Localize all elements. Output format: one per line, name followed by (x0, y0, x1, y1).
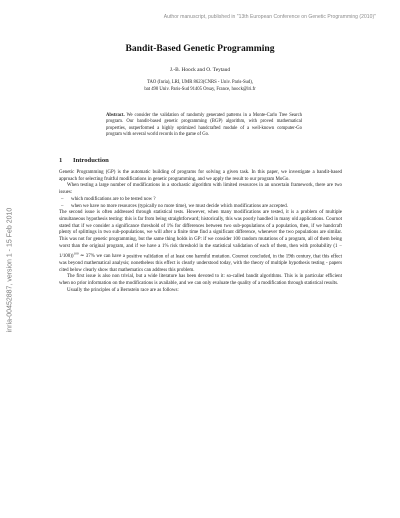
issues-list (59, 197, 342, 210)
abstract-text: We consider the validation of randomly generated patterns in a Monte-Carlo Tree Search program. Our bandit-based genetic programming (BGP) algorithm, with proved mathematical properties, outperformed a highly optimized handcrafted module of a well-known computer-Go program with several world records in the game of Go. (106, 113, 302, 138)
abstract-block (106, 113, 302, 139)
paragraph-1: Genetic Programming (GP) is the automatic building of programs for solving a given task. In this paper, we investigate a bandit-based approach for selecting fruitful modifications in genetic programming, and we apply the result to our program MoGo. (59, 170, 342, 182)
list-item: – when we have no more resources (typically no more time), we must decide which modifications are accepted. (61, 203, 288, 209)
probability-formula: (1 − 1/100))$^{100}$ ≃ 37% we can have a (59, 243, 342, 260)
list-item-text: when we have no more resources (typically no more time), we must decide which modifications are accepted. (71, 203, 288, 209)
paragraph-3-text-b: positive validation of at least one harmful mutation. Cournot concluded, in the 19th century, that this effect was beyond mathematical analysis; nonetheless this effect is clearly understood today, with the theory of multiple hypothesis testing - papers cited below clearly show that mathematics can address this problem. (59, 254, 342, 273)
paragraph-2: When testing a large number of modifications in a stochastic algorithm with limited resources in an uncertain framework, there are two issues: (59, 183, 342, 196)
paper-authors: J.-B. Hoock and O. Teytaud (169, 67, 231, 73)
paragraph-4: The first issue is also non trivial, but a wide literature has been devoted to it: so-called bandit algorithms. This is in particular efficient when no prior information on the modifications is available, and we can only evaluate the quality of a modification through statistical results. (59, 274, 342, 287)
list-item: – which modifications are to be tested now ? (61, 196, 156, 202)
paragraph-3 (59, 210, 342, 274)
hal-side-identifier (4, 170, 16, 370)
section-heading (59, 157, 109, 164)
affiliation-line-1: TAO (Inria), LRI, UMR 8623(CNRS - Univ. Paris-Sud), (147, 80, 253, 85)
section-title: Introduction (73, 157, 109, 164)
manuscript-header-note: Author manuscript, published in "13th European Conference on Genetic Programming (2010)" (163, 14, 376, 20)
paragraph-5: Usually the principles of a Bernstein race are as follows: (67, 287, 179, 293)
body-text (59, 170, 342, 295)
hal-identifier-text: inria-00452887, version 1 - 15 Feb 2010 (6, 207, 14, 333)
list-item-text: which modifications are to be tested now ? (71, 196, 156, 202)
paper-affiliation (0, 80, 400, 93)
paragraph-3-text-a: The second issue is often addressed through statistical tests. However, when many modifications are tested, it is a problem of multiple simultaneous hypothesis testing: this is far from being straightforward; historically, this was poorly handled in many old applications. Cournot stated that if we consider a significance threshold of 1% for differences between two sub-populations of a population, then, if we handcraft plenty of splittings in two sub-populations, we will after a finite time find a significant difference, whenever the two populations are similar. This was not for genetic programming, but the same thing holds in GP: if we consider 100 random mutations of a program, all of them being worst than the original program, and if we have a 1% risk threshold in the statistical validation of each of them, then with probability (59, 210, 342, 249)
affiliation-line-2: bat 490 Univ. Paris-Sud 91405 Orsay, France, hoock@lri.fr (144, 86, 256, 92)
paper-title: Bandit-Based Genetic Programming (125, 43, 275, 54)
section-number: 1 (59, 157, 63, 164)
abstract-label: Abstract. (106, 113, 125, 118)
